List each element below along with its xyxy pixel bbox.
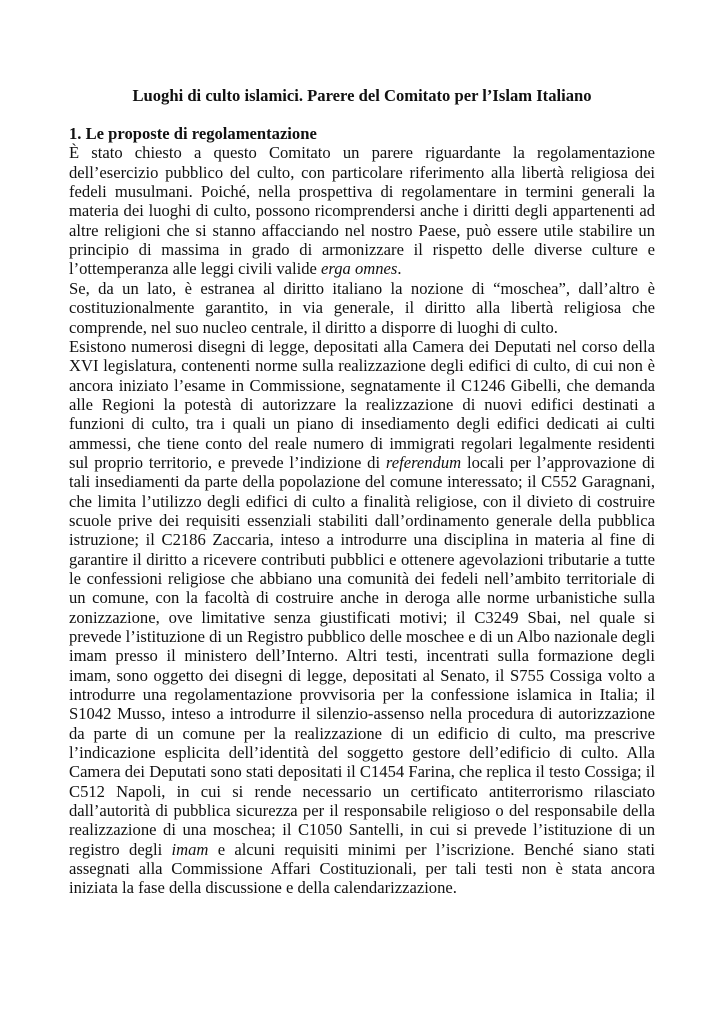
paragraph-3 [69, 337, 655, 898]
paragraph-1-text: È stato chiesto a questo Comitato un parere riguardante la regolamentazione dell’esercizio pubblico del culto, con particolare riferimento alla libertà religiosa dei fedeli musulmani. Poiché, nella prospettiva di regolamentare in termini generali la materia dei luoghi di culto, possono ricomprendersi anche i diritti degli appartenenti ad altre religioni che si stanno affacciando nel nostro Paese, può essere utile stabilire un principio di massima in grado di armonizzare il rispetto delle diverse culture e l’ottemperanza alle leggi civili valide [69, 143, 655, 279]
paragraph-3-text-c: e alcuni requisiti minimi per l’iscrizione. Benché siano stati assegnati alla Commissione Affari Costituzionali, per tali testi non è stata ancora iniziata la fase della discussione e della calendarizzazione. [69, 839, 656, 898]
paragraph-3-emphasis-referendum: referendum [385, 452, 462, 472]
paragraph-1 [69, 143, 655, 278]
section-heading: 1. Le proposte di regolamentazione [69, 124, 317, 143]
paragraph-1-end: . [397, 259, 402, 279]
paragraph-2: Se, da un lato, è estranea al diritto italiano la nozione di “moschea”, dall’altro è costituzionalmente garantito, in via generale, il diritto alla libertà religiosa che comprende, nel suo nucleo centrale, il diritto a disporre di luoghi di culto. [69, 278, 655, 337]
paragraph-1-emphasis: erga omnes [321, 259, 398, 279]
document-title: Luoghi di culto islamici. Parere del Comitato per l’Islam Italiano [132, 86, 592, 105]
paragraph-3-emphasis-imam: imam [171, 839, 209, 859]
document-page [69, 86, 655, 898]
paragraph-3-text-b: locali per l’approvazione di tali insediamenti da parte della popolazione del comune interessato; il C552 Garagnani, che limita l’utilizzo degli edifici di culto a finalità religiose, con il divieto di costruire scuole prive dei requisiti essenziali stabiliti dall’ordinamento generale della pubblica istruzione; il C2186 Zaccaria, inteso a introdurre una disciplina in materia al fine di garantire il diritto a ricevere contributi pubblici e ottenere agevolazioni tributarie a tutte le confessioni religiose che abbiano una comunità dei fedeli nell’ambito territoriale di un comune, con la facoltà di costruire anche in deroga alle norme urbanistiche sulla zonizzazione, ove limitative senza giustificati motivi; il C3249 Sbai, nel quale si prevede l’istituzione di un Registro pubblico delle moschee e di un Albo nazionale degli imam presso il ministero dell’Interno. Altri testi, incentrati sulla formazione degli imam, sono oggetto dei disegni di legge, depositati al Senato, il S755 Cossiga volto a introdurre una regolamentazione provvisoria per la confessione islamica in Italia; il S1042 Musso, inteso a introdurre il silenzio-assenso nella procedura di autorizzazione da parte di un comune per la realizzazione di un edificio di culto, ma prescrive l’indicazione esplicita dell’identità del soggetto gestore dell’edificio di culto. Alla Camera dei Deputati sono stati depositati il C1454 Farina, che replica il testo Cossiga; il C512 Napoli, in cui si rende necessario un certificato antiterrorismo rilasciato dall’autorità di pubblica sicurezza per il responsabile religioso o del responsabile della realizzazione di una moschea; il C1050 Santelli, in cui si prevede l’istituzione di un registro degli [69, 452, 655, 859]
paragraph-3-text-a: Esistono numerosi disegni di legge, depositati alla Camera dei Deputati nel corso della XVI legislatura, contenenti norme sulla realizzazione degli edifici di culto, di cui non è ancora iniziato l’esame in Commissione, segnatamente il C1246 Gibelli, che demanda alle Regioni la potestà di autorizzare la realizzazione di nuovi edifici destinati a funzioni di culto, tra i quali un piano di insediamento degli edifici dedicati ai culti ammessi, che tiene conto del reale numero di immigrati regolari legalmente residenti sul proprio territorio, e prevede l’indizione di [69, 336, 655, 472]
